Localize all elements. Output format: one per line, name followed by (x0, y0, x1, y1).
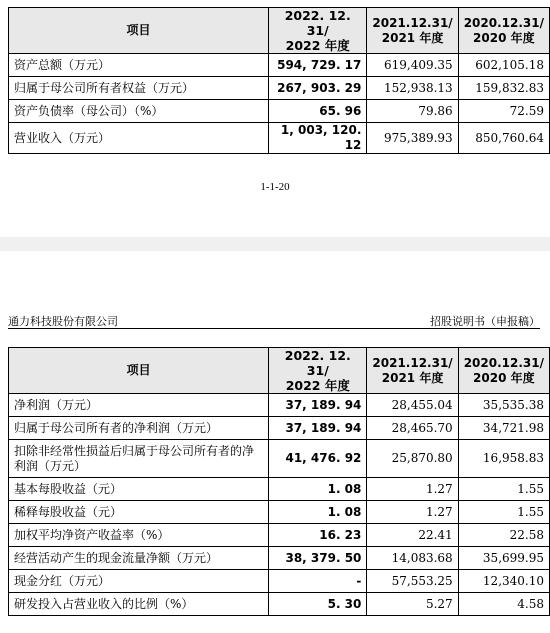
value-2020: 16,958.83 (458, 440, 549, 478)
row-label: 基本每股收益（元） (9, 478, 269, 501)
table-row (9, 394, 550, 417)
value-2021: 28,465.70 (367, 417, 458, 440)
table-row (9, 417, 550, 440)
row-label: 资产总额（万元） (9, 54, 269, 77)
row-label: 净利润（万元） (9, 394, 269, 417)
header-2020: 2020.12.31/ 2020 年度 (458, 8, 549, 54)
header-item: 项目 (9, 8, 269, 54)
value-2021: 1.27 (367, 501, 458, 524)
document-name: 招股说明书（申报稿） (430, 315, 540, 328)
row-label: 加权平均净资产收益率（%） (9, 524, 269, 547)
table-header-row (9, 8, 550, 54)
table-row (9, 501, 550, 524)
value-2021: 14,083.68 (367, 547, 458, 570)
value-2022: 1, 003, 120. 12 (269, 123, 367, 154)
value-2021: 25,870.80 (367, 440, 458, 478)
page-header (8, 313, 540, 329)
value-2020: 72.59 (458, 100, 549, 123)
table-row (9, 570, 550, 593)
value-2022: 16. 23 (269, 524, 367, 547)
row-label: 归属于母公司所有者权益（万元） (9, 77, 269, 100)
table-header-row (9, 348, 550, 394)
value-2022: 1. 08 (269, 478, 367, 501)
table-row (9, 478, 550, 501)
financial-table-1 (8, 7, 550, 154)
table-row (9, 593, 550, 616)
value-2021: 79.86 (367, 100, 458, 123)
table-row (9, 54, 550, 77)
value-2020: 602,105.18 (458, 54, 549, 77)
header-2020: 2020.12.31/ 2020 年度 (458, 348, 549, 394)
value-2020: 22.58 (458, 524, 549, 547)
value-2022: 1. 08 (269, 501, 367, 524)
row-label: 营业收入（万元） (9, 123, 269, 154)
header-2021: 2021.12.31/ 2021 年度 (367, 348, 458, 394)
table-row (9, 77, 550, 100)
value-2020: 159,832.83 (458, 77, 549, 100)
value-2021: 1.27 (367, 478, 458, 501)
header-2021: 2021.12.31/ 2021 年度 (367, 8, 458, 54)
table-row (9, 524, 550, 547)
value-2020: 1.55 (458, 478, 549, 501)
financial-table-2 (8, 347, 550, 616)
page-number: 1-1-20 (260, 181, 290, 193)
value-2020: 4.58 (458, 593, 549, 616)
value-2020: 35,699.95 (458, 547, 549, 570)
value-2021: 975,389.93 (367, 123, 458, 154)
value-2022: 37, 189. 94 (269, 417, 367, 440)
row-label: 稀释每股收益（元） (9, 501, 269, 524)
value-2022: 37, 189. 94 (269, 394, 367, 417)
table-row (9, 547, 550, 570)
value-2022: 65. 96 (269, 100, 367, 123)
value-2020: 1.55 (458, 501, 549, 524)
header-item: 项目 (9, 348, 269, 394)
value-2022: 38, 379. 50 (269, 547, 367, 570)
row-label: 现金分红（万元） (9, 570, 269, 593)
page-separator (0, 237, 550, 251)
value-2020: 34,721.98 (458, 417, 549, 440)
value-2020: 850,760.64 (458, 123, 549, 154)
value-2021: 28,455.04 (367, 394, 458, 417)
header-2022: 2022. 12. 31/ 2022 年度 (269, 348, 367, 394)
value-2021: 57,553.25 (367, 570, 458, 593)
value-2021: 619,409.35 (367, 54, 458, 77)
value-2020: 12,340.10 (458, 570, 549, 593)
value-2021: 5.27 (367, 593, 458, 616)
header-2022: 2022. 12. 31/ 2022 年度 (269, 8, 367, 54)
row-label: 扣除非经常性损益后归属于母公司所有者的净利润（万元） (9, 440, 269, 478)
row-label: 资产负债率（母公司）（%） (9, 100, 269, 123)
value-2022: - (269, 570, 367, 593)
value-2022: 41, 476. 92 (269, 440, 367, 478)
value-2022: 5. 30 (269, 593, 367, 616)
value-2022: 594, 729. 17 (269, 54, 367, 77)
table-row (9, 100, 550, 123)
value-2020: 35,535.38 (458, 394, 549, 417)
row-label: 归属于母公司所有者的净利润（万元） (9, 417, 269, 440)
row-label: 经营活动产生的现金流量净额（万元） (9, 547, 269, 570)
table-row (9, 123, 550, 154)
value-2021: 152,938.13 (367, 77, 458, 100)
row-label: 研发投入占营业收入的比例（%） (9, 593, 269, 616)
table-row (9, 440, 550, 478)
value-2022: 267, 903. 29 (269, 77, 367, 100)
value-2021: 22.41 (367, 524, 458, 547)
company-name: 通力科技股份有限公司 (8, 315, 118, 328)
